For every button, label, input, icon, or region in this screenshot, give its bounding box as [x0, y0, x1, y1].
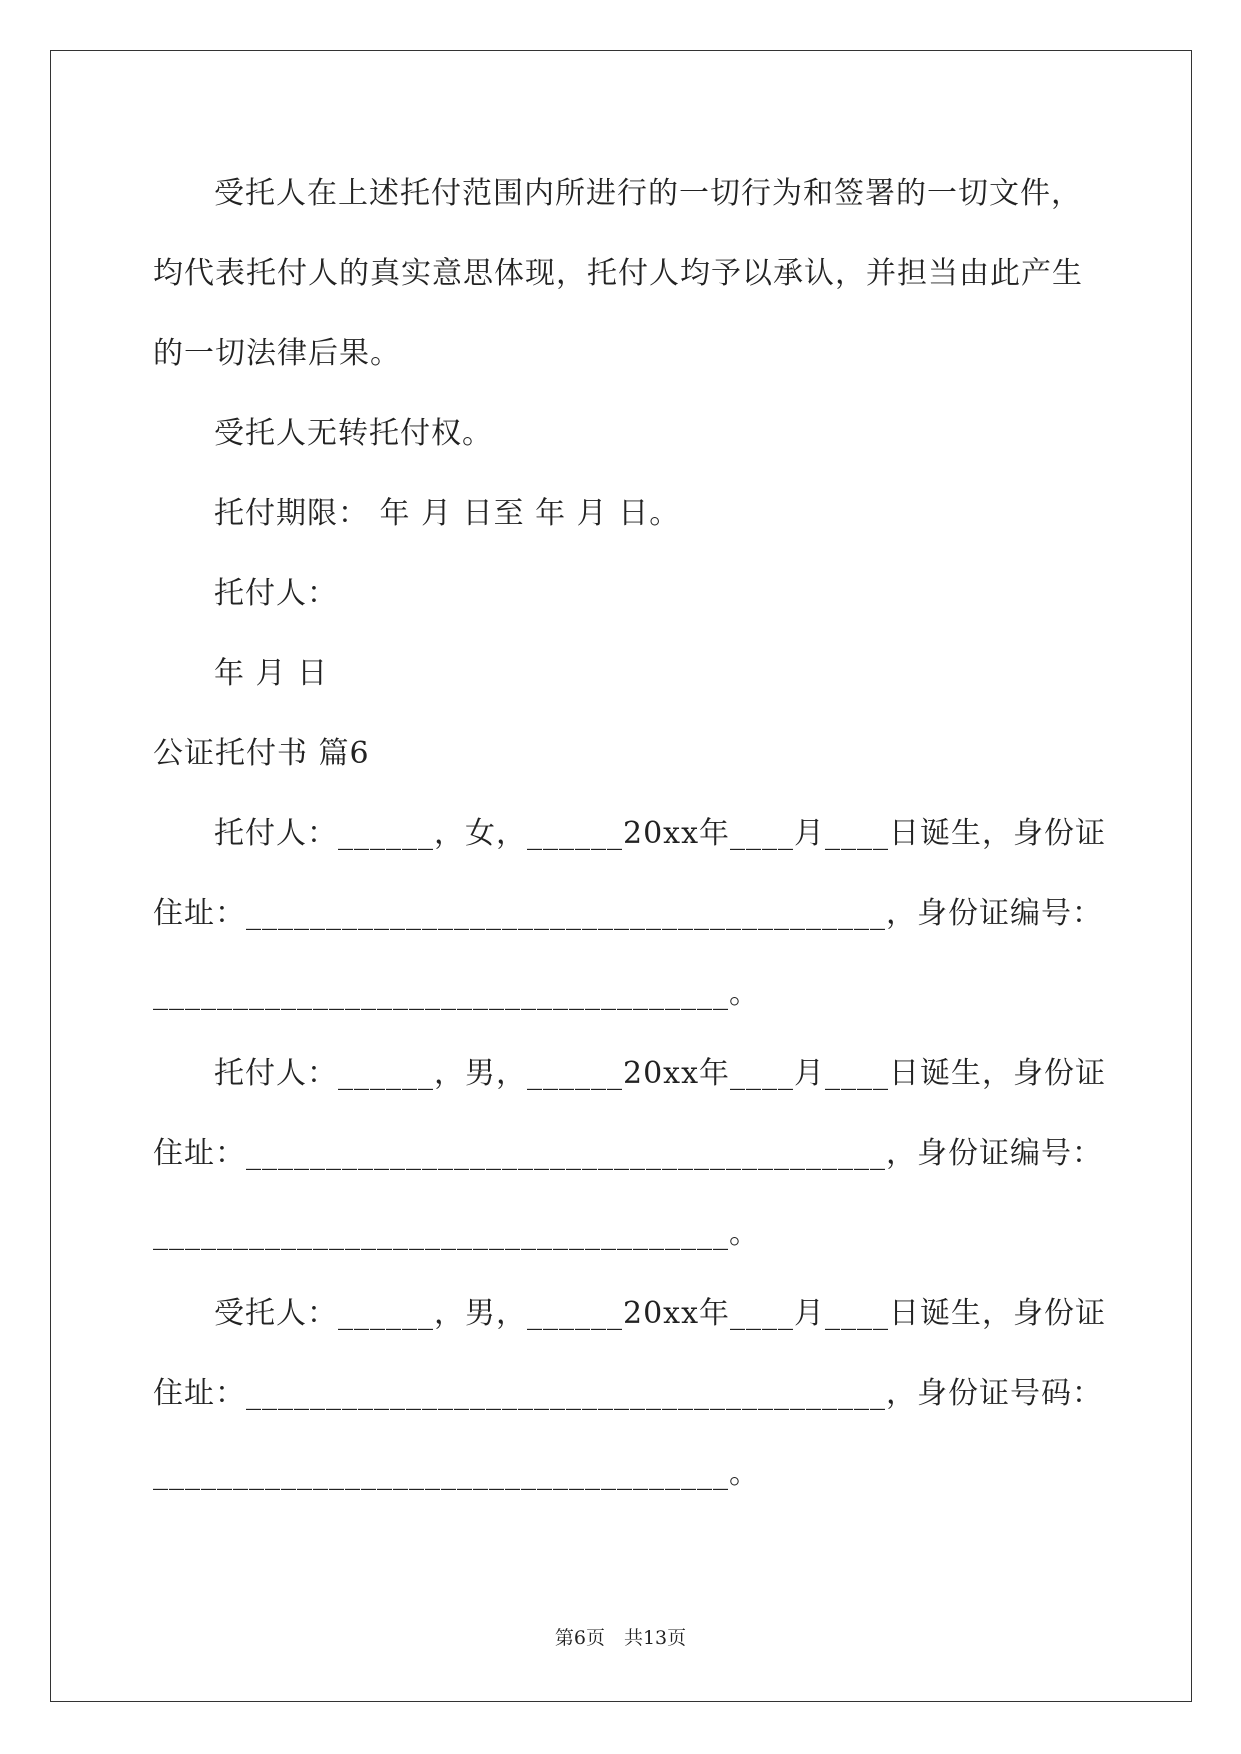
paragraph-line: 年 月 日	[214, 656, 329, 691]
paragraph-line: 托付人：______，男，______20xx年____月____日诞生，身份证	[214, 1056, 1107, 1091]
page-number-footer: 第6页 共13页	[554, 1627, 687, 1649]
paragraph-line: ____________________________________。	[153, 976, 760, 1011]
paragraph-line: 住址：________________________________________，身份证编号：	[153, 896, 1103, 931]
paragraph-line: 住址：________________________________________，身份证号码：	[153, 1376, 1103, 1411]
paragraph-line: 住址：________________________________________，身份证编号：	[153, 1136, 1103, 1171]
paragraph-line: ____________________________________。	[153, 1456, 760, 1491]
paragraph-line: ____________________________________。	[153, 1216, 760, 1251]
paragraph-line: 受托人在上述托付范围内所进行的一切行为和签署的一切文件，	[214, 176, 1082, 211]
paragraph-line: 的一切法律后果。	[153, 336, 401, 371]
paragraph-line: 均代表托付人的真实意思体现，托付人均予以承认，并担当由此产生	[153, 256, 1083, 291]
paragraph-line: 受托人无转托付权。	[214, 416, 493, 451]
paragraph-line: 托付人：	[214, 576, 338, 611]
section-heading: 公证托付书 篇6	[153, 736, 370, 771]
paragraph-line: 受托人：______，男，______20xx年____月____日诞生，身份证	[214, 1296, 1107, 1331]
paragraph-line: 托付期限： 年 月 日至 年 月 日。	[214, 496, 681, 531]
paragraph-line: 托付人：______，女，______20xx年____月____日诞生，身份证	[214, 816, 1107, 851]
